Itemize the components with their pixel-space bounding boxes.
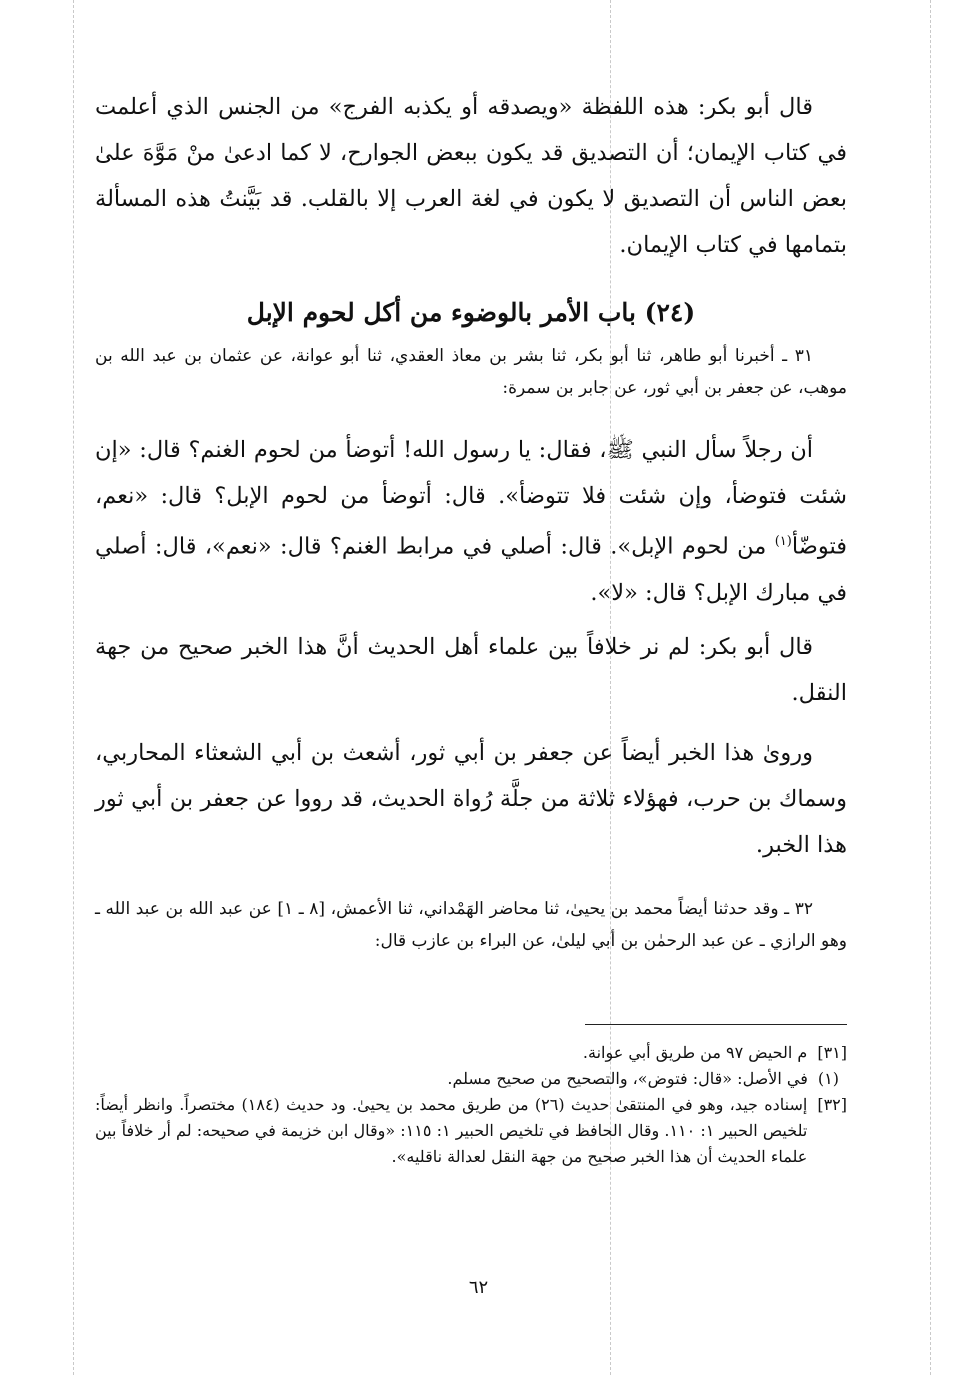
isnad-text: ٣٢ ـ وقد حدثنا أيضاً محمد بن يحيىٰ، ثنا محاضر الهَمْداني، ثنا الأعمش، [٨ ـ ١] عن عبد الله بن عبد الله ـ وهو الرازي ـ عن عبد الرحمٰن بن أبي ليلىٰ، عن البراء بن عازب قال: bbox=[95, 899, 847, 951]
matn-part: من لحوم الإبل». قال: أصلي في مرابط الغنم؟ قال: «نعم»، قال: أصلي في مبارك الإبل؟ قال: «لا». bbox=[95, 533, 847, 606]
footnote-marker[interactable]: (١) bbox=[774, 534, 792, 549]
paragraph-text: قال أبو بكر: هذه اللفظة «ويصدقه أو يكذبه الفرج» من الجنس الذي أعلمت في كتاب الإيمان؛ أن التصديق قد يكون ببعض الجوارح، لا كما ادعىٰ منْ مَوَّهَ علىٰ بعض الناس أن التصديق لا يكون في لغة العرب إلا بالقلب. قد بَيَّنتُ هذه المسألة بتمامها في كتاب الإيمان. bbox=[95, 94, 847, 258]
footnotes bbox=[95, 1040, 847, 1170]
footnote-item bbox=[95, 1092, 847, 1170]
matn-text bbox=[95, 427, 847, 616]
page-number: ٦٢ bbox=[468, 1277, 489, 1298]
hadith-32-chain bbox=[95, 893, 847, 957]
footnote-item bbox=[95, 1040, 847, 1066]
footnote-text: في الأصل: «قال: فتوض»، والتصحيح من صحيح مسلم. bbox=[447, 1069, 808, 1088]
commentary-paragraph bbox=[95, 730, 847, 868]
footnote-item bbox=[95, 1066, 847, 1092]
footnote-text: م الحيض ٩٧ من طريق أبي عوانة. bbox=[582, 1043, 808, 1062]
scan-guide-line bbox=[930, 0, 931, 1375]
matn-part: أن رجلاً سأل النبي ﷺ، فقال: يا رسول الله! أتوضأ من لحوم الغنم؟ قال: «إن شئت فتوضأ، وإن شئت فلا تتوضأ». قال: أتوضأ من لحوم الإبل؟ قال: «نعم، فتوضّأ bbox=[95, 437, 847, 560]
paragraph-text: ورویٰ هذا الخبر أيضاً عن جعفر بن أبي ثور، أشعث بن أبي الشعثاء المحاربي، وسماك بن حرب، فهؤلاء ثلاثة من جلَّة رُواة الحديث، قد رووا عن جعفر بن أبي ثور هذا الخبر. bbox=[95, 740, 847, 858]
hadith-31-text bbox=[95, 427, 847, 616]
isnad-text: ٣١ ـ أخبرنا أبو طاهر، ثنا أبو بكر، ثنا بشر بن معاذ العقدي، ثنا أبو عوانة، عن عثمان بن عبد الله بن موهب، عن جعفر بن أبي ثور، عن جابر بن سمرة: bbox=[95, 346, 847, 398]
footnote-number: [٣٢] bbox=[817, 1095, 847, 1114]
scan-guide-line bbox=[73, 0, 74, 1375]
chapter-heading: (٢٤) باب الأمر بالوضوء من أكل لحوم الإبل bbox=[246, 298, 696, 327]
commentary-paragraph bbox=[95, 624, 847, 716]
hadith-31-chain bbox=[95, 340, 847, 404]
footnote-text: إسناده جيد، وهو في المنتقىٰ حديث (٢٦) من طريق محمد بن يحيىٰ. ود حديث (١٨٤) مختصراً. وانظر أيضاً: تلخيص الحبير ١: ١١٠. وقال الحافظ في تلخيص الحبير ١: ١١٥: «وقال ابن خزيمة في صحيحه: لم أر خلافاً بين علماء الحديث أن هذا الخبر صحيح من جهة النقل لعدالة ناقليه». bbox=[95, 1095, 808, 1166]
footnote-number: (١) bbox=[817, 1069, 839, 1088]
footnote-separator bbox=[585, 1024, 847, 1025]
footnote-number: [٣١] bbox=[817, 1043, 847, 1062]
intro-paragraph bbox=[95, 84, 847, 268]
paragraph-text: قال أبو بكر: لم نر خلافاً بين علماء أهل الحديث أنَّ هذا الخبر صحيح من جهة النقل. bbox=[95, 634, 847, 706]
